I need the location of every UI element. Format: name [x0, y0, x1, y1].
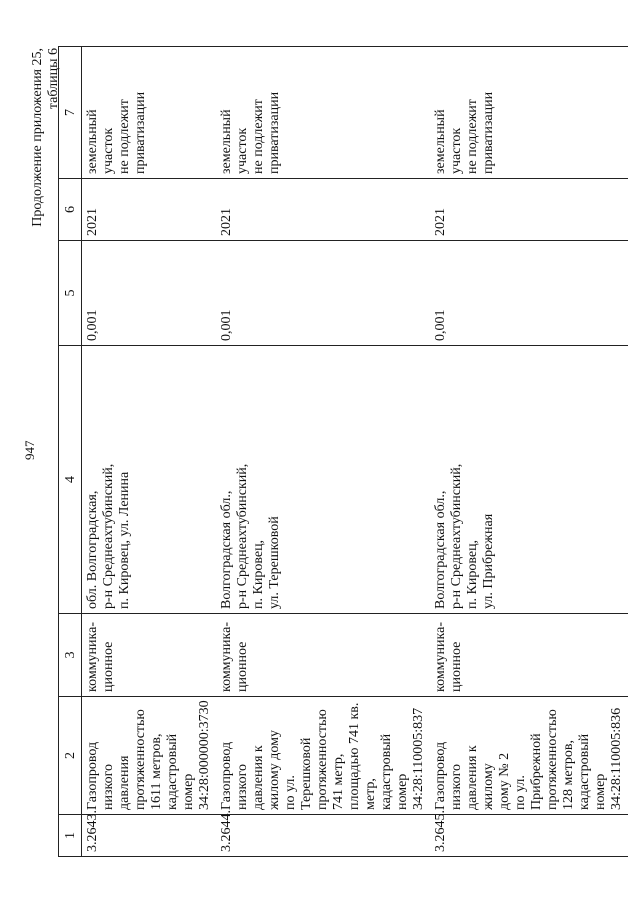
- table-row: [82, 47, 217, 857]
- column-header-5: 5: [59, 241, 82, 346]
- row-number: 3.2645.: [430, 815, 628, 857]
- column-header-4: 4: [59, 346, 82, 614]
- object-type: коммуника- ционное: [82, 614, 217, 697]
- row-number: 3.2643.: [82, 815, 217, 857]
- table-body: [82, 47, 629, 857]
- table-row: [430, 47, 628, 857]
- column-header-1: 1: [59, 815, 82, 857]
- table-row: [216, 47, 430, 857]
- object-year: 2021: [82, 179, 217, 241]
- object-year: 2021: [430, 179, 628, 241]
- object-description: Газопровод низкого давления к жилому дому № 2 по ул. Прибрежной протяженностью 128 метров, кадастровый номер 34:28:110005:836: [430, 697, 628, 815]
- page-number: 947: [22, 440, 37, 460]
- object-year: 2021: [216, 179, 430, 241]
- column-header-7: 7: [59, 47, 82, 179]
- continuation-line-1: Продолжение приложения 25,: [30, 48, 45, 227]
- object-address: Волгоградская обл., р-н Среднеахтубинский, п. Кировец, ул. Терешковой: [216, 346, 430, 614]
- object-value: 0,001: [430, 241, 628, 346]
- object-note: земельный участок не подлежит приватизации: [216, 47, 430, 179]
- continuation-line-2: таблицы 6: [46, 48, 61, 110]
- object-value: 0,001: [216, 241, 430, 346]
- object-type: коммуника- ционное: [216, 614, 430, 697]
- column-header-3: 3: [59, 614, 82, 697]
- object-value: 0,001: [82, 241, 217, 346]
- object-type: коммуника- ционное: [430, 614, 628, 697]
- object-address: Волгоградская обл., р-н Среднеахтубинский, п. Кировец, ул. Прибрежная: [430, 346, 628, 614]
- object-description: Газопровод низкого давления протяженностью 1611 метров, кадастровый номер 34:28:000000:3730: [82, 697, 217, 815]
- row-number: 3.2644.: [216, 815, 430, 857]
- object-note: земельный участок не подлежит приватизации: [430, 47, 628, 179]
- column-header-2: 2: [59, 697, 82, 815]
- object-note: земельный участок не подлежит приватизации: [82, 47, 217, 179]
- column-header-6: 6: [59, 179, 82, 241]
- header-row: [59, 47, 82, 857]
- object-description: Газопровод низкого давления к жилому дому по ул. Терешковой протяженностью 741 метр, площадью 741 кв. метр, кадастровый номер 34:28:110005:837: [216, 697, 430, 815]
- property-table: [58, 46, 628, 857]
- object-address: обл. Волгоградская, р-н Среднеахтубинский, п. Кировец, ул. Ленина: [82, 346, 217, 614]
- table-header: [59, 47, 82, 857]
